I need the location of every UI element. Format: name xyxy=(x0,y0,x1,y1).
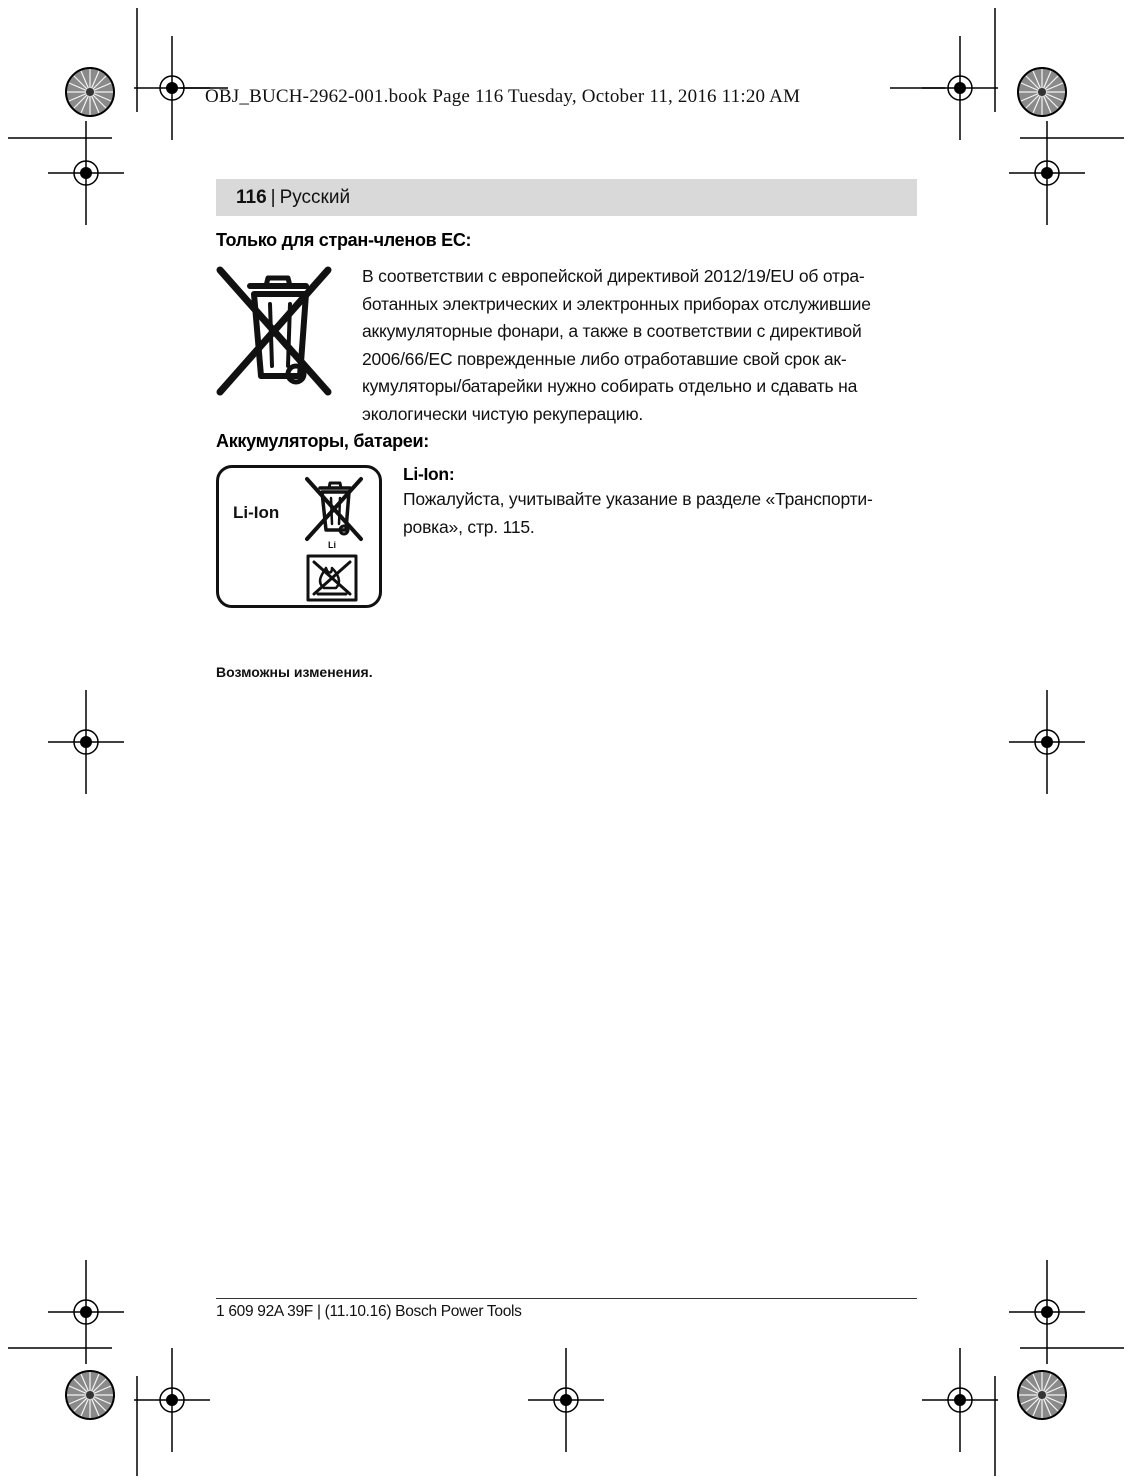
text-line: Пожалуйста, учитывайте указание в разделе «Транспорти- xyxy=(403,489,873,509)
text-line: 2006/66/EC поврежденные либо отработавшие свой срок ак- xyxy=(362,348,847,369)
text-line: В соответствии с европейской директивой 2012/19/EU об отра- xyxy=(362,266,865,286)
changes-reserved-note: Возможны изменения. xyxy=(216,664,373,680)
print-slug-header: OBJ_BUCH-2962-001.book Page 116 Tuesday, October 11, 2016 11:20 AM xyxy=(205,86,801,107)
li-ion-subheading: Li-Ion: xyxy=(403,464,455,484)
text-line: аккумуляторные фонари, а также в соответствии с директивой xyxy=(362,321,862,341)
battery-chemistry-label: Li-Ion xyxy=(233,503,280,522)
crossed-out-wheelie-bin-icon xyxy=(303,476,365,542)
text-line: кумуляторы/батарейки нужно собирать отдельно и сдавать на xyxy=(362,376,858,396)
page-number: 116 xyxy=(236,186,267,208)
text-line: ботанных электрических и электронных приборах отслужившие xyxy=(362,293,871,314)
header-separator: | xyxy=(270,186,276,208)
battery-label-box xyxy=(216,465,382,608)
footer-rule xyxy=(216,1298,917,1299)
page-language: Русский xyxy=(279,186,351,208)
li-ion-instruction-text xyxy=(403,486,873,541)
footer-imprint: 1 609 92A 39F | (11.10.16) Bosch Power Tools xyxy=(216,1303,522,1320)
eu-directive-text xyxy=(362,263,871,428)
text-line: ровка», стр. 115. xyxy=(403,516,535,537)
batteries-section-heading: Аккумуляторы, батареи: xyxy=(216,431,429,451)
eu-section-heading: Только для стран-членов ЕС: xyxy=(216,230,472,250)
page-header-band xyxy=(216,179,917,216)
crossed-out-wheelie-bin-icon xyxy=(214,262,334,400)
text-line: экологически чистую рекуперацию. xyxy=(362,403,644,424)
bin-chemistry-sublabel: Li xyxy=(328,540,336,550)
no-incineration-icon xyxy=(306,554,358,602)
